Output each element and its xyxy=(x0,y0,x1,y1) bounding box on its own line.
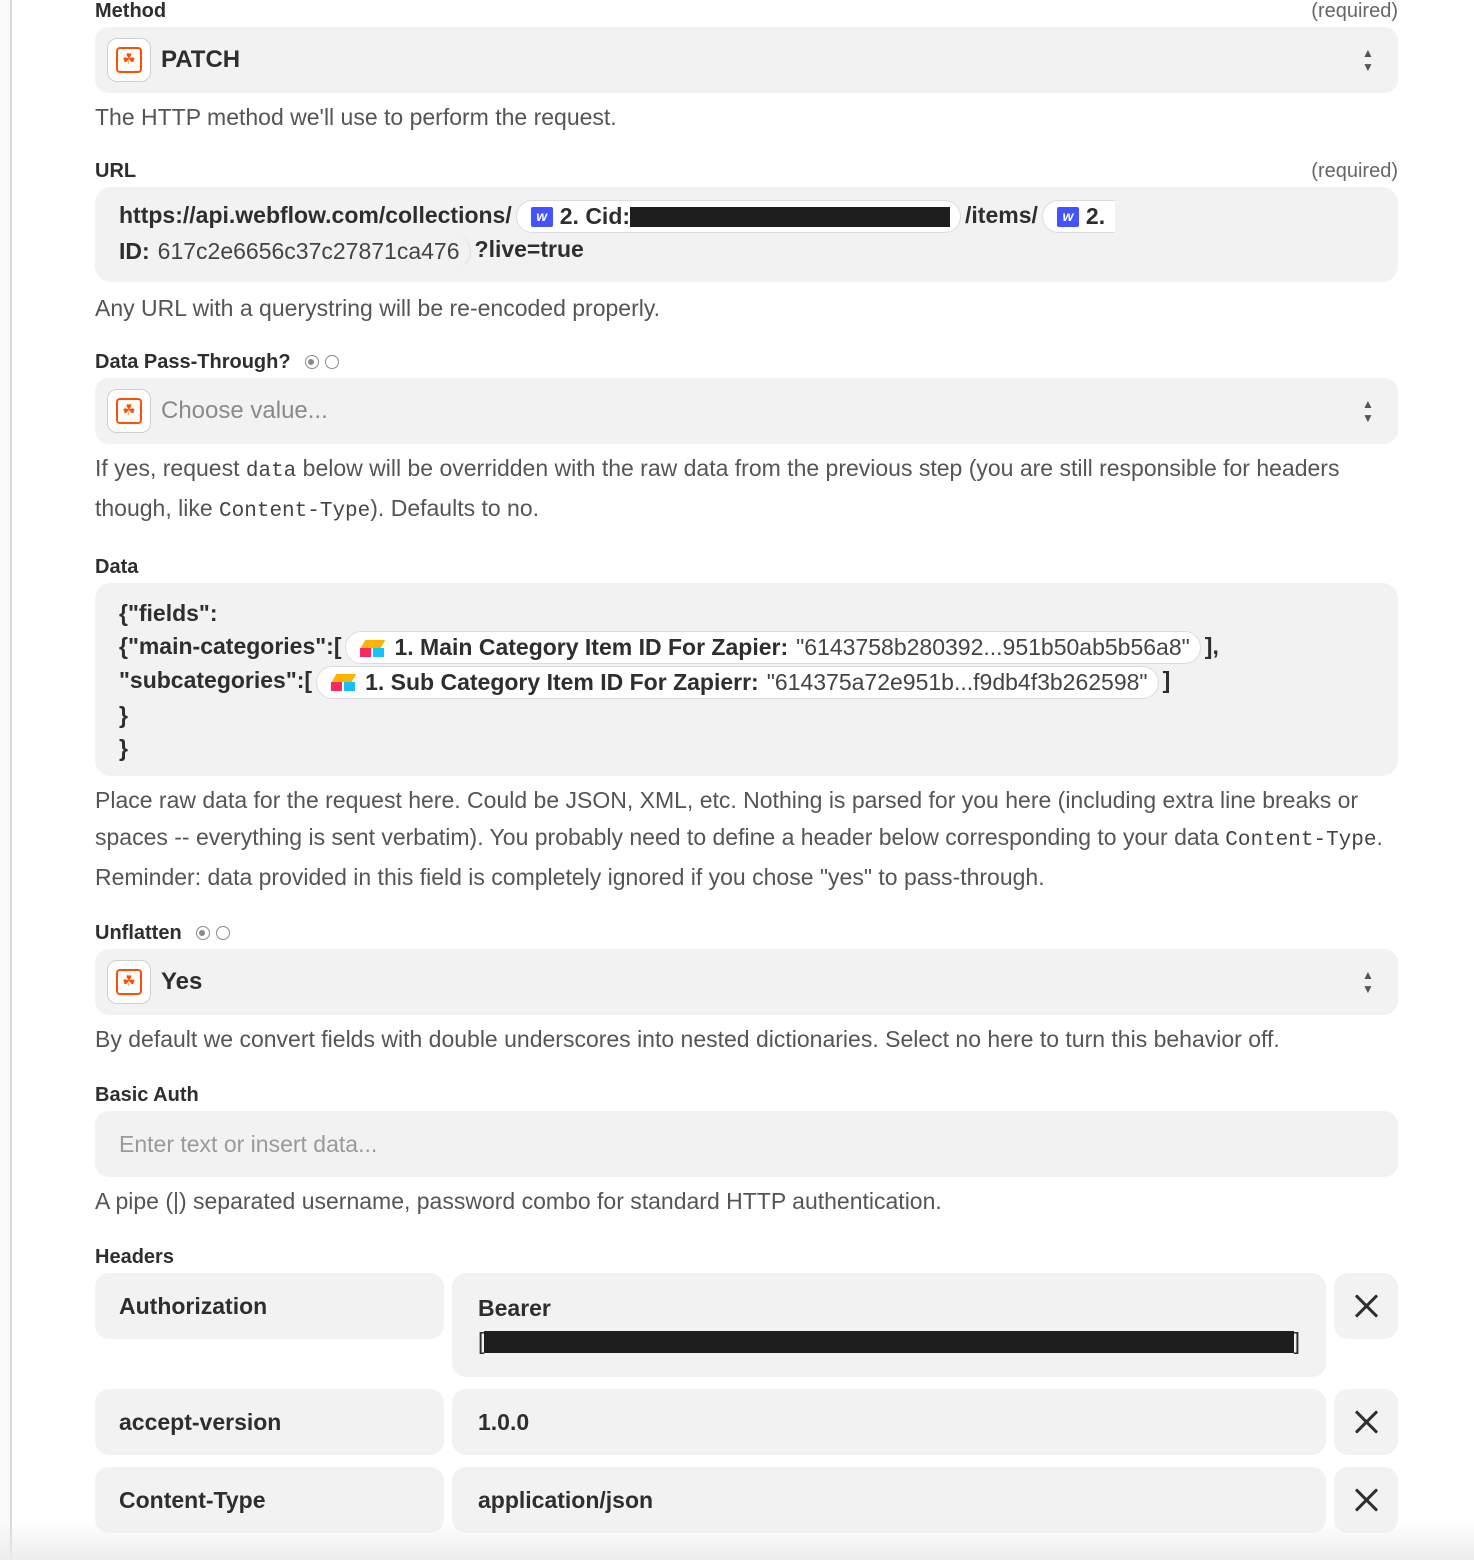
header-value-input[interactable] xyxy=(452,1389,1326,1455)
radio-selected-icon[interactable] xyxy=(196,926,210,940)
data-label: Data xyxy=(95,555,139,578)
redacted-block xyxy=(484,1331,1293,1353)
header-key-input[interactable]: accept-version xyxy=(95,1389,444,1455)
header-key-input[interactable]: Authorization xyxy=(95,1273,444,1339)
radio-selected-icon[interactable] xyxy=(305,355,319,369)
url-middle: /items/ xyxy=(965,202,1038,228)
header-row-content-type xyxy=(95,1467,1398,1533)
method-help: The HTTP method we'll use to perform the request. xyxy=(95,104,617,130)
data-line-1: {"fields": xyxy=(119,600,218,626)
data-line-3-prefix: "subcategories":[ xyxy=(119,667,313,694)
sub-category-pill-value: "614375a72e951b...f9db4f3b262598" xyxy=(766,668,1148,695)
unflatten-label-row xyxy=(95,922,1398,944)
basic-auth-help: A pipe (|) separated username, password combo for standard HTTP authentication. xyxy=(95,1188,942,1214)
method-label: Method xyxy=(95,0,167,22)
remove-header-button[interactable] xyxy=(1334,1389,1398,1455)
main-category-pill[interactable] xyxy=(345,631,1200,664)
header-value-text: application/json xyxy=(478,1486,654,1513)
passthrough-select[interactable] xyxy=(95,378,1398,444)
sub-category-pill-label: 1. Sub Category Item ID For Zapierr: xyxy=(365,668,759,695)
data-help-2: . Reminder: data provided in this field is completely ignored if you chose "yes" to pass-through. xyxy=(95,824,1383,890)
id-pill-label: 2. xyxy=(1085,203,1106,230)
url-suffix: ?live=true xyxy=(474,236,584,263)
header-value-text: 1.0.0 xyxy=(478,1408,530,1435)
data-help-code: Content-Type xyxy=(1225,829,1377,852)
data-line-5: } xyxy=(119,734,128,761)
close-icon xyxy=(1353,1409,1379,1435)
remove-header-button[interactable] xyxy=(1334,1273,1398,1339)
unflatten-help: By default we convert fields with double underscores into nested dictionaries. Select no here to turn this behavior off. xyxy=(95,1026,1280,1052)
left-panel-border xyxy=(0,0,12,1560)
close-icon xyxy=(1353,1293,1379,1319)
data-input[interactable] xyxy=(95,583,1398,776)
bracket-open: [ xyxy=(478,1328,485,1354)
data-help-1: Place raw data for the request here. Could be JSON, XML, etc. Nothing is parsed for you here (including extra line breaks or spaces -- everything is sent verbatim). You probably need to define a header below corresponding to your data xyxy=(95,787,1359,850)
main-category-pill-label: 1. Main Category Item ID For Zapier: xyxy=(394,634,789,661)
bracket-close: ] xyxy=(1293,1328,1300,1354)
main-category-pill-value: "6143758b280392...951b50ab5b56a8" xyxy=(796,634,1190,661)
header-row-accept-version xyxy=(95,1389,1398,1455)
data-line-2-suffix: ], xyxy=(1204,633,1219,659)
header-value-input[interactable] xyxy=(452,1467,1326,1533)
basic-auth-label-row xyxy=(95,1084,1398,1106)
header-value-redacted-line xyxy=(478,1328,1300,1355)
headers-label: Headers xyxy=(95,1245,174,1268)
webflow-id-pill-cont[interactable] xyxy=(119,235,471,268)
zapier-webhooks-icon: ☘ xyxy=(107,960,151,1004)
data-line-3-suffix: ] xyxy=(1162,667,1171,694)
passthrough-label-text: Data Pass-Through? xyxy=(95,350,291,373)
basic-auth-label: Basic Auth xyxy=(95,1083,199,1106)
webflow-icon: w xyxy=(531,207,553,227)
redacted-block xyxy=(630,207,950,227)
airtable-icon xyxy=(360,638,386,658)
url-help: Any URL with a querystring will be re-encoded properly. xyxy=(95,295,661,321)
webflow-icon: w xyxy=(1057,207,1079,227)
unflatten-label-text: Unflatten xyxy=(95,921,182,944)
sort-arrows-icon: ▲ ▼ xyxy=(1362,397,1374,425)
method-select[interactable] xyxy=(95,27,1398,93)
method-value: PATCH xyxy=(161,46,241,73)
passthrough-toggle[interactable] xyxy=(305,355,339,369)
radio-unselected-icon[interactable] xyxy=(216,926,230,940)
zapier-webhooks-icon: ☘ xyxy=(107,389,151,433)
sort-arrows-icon: ▲ ▼ xyxy=(1362,46,1374,74)
data-label-row xyxy=(95,556,1398,578)
url-input[interactable] xyxy=(95,187,1398,282)
data-line-2 xyxy=(119,630,1374,664)
airtable-icon xyxy=(331,672,357,692)
url-required: (required) xyxy=(1311,159,1398,182)
webhook-form xyxy=(95,0,1398,1533)
webflow-cid-pill[interactable] xyxy=(516,200,961,233)
id-label: ID: xyxy=(119,237,150,264)
method-required: (required) xyxy=(1311,0,1398,22)
passthrough-label-row xyxy=(95,351,1398,373)
data-line-2-prefix: {"main-categories":[ xyxy=(119,633,342,659)
id-value: 617c2e6656c37c27871ca476 xyxy=(157,237,460,264)
remove-header-button[interactable] xyxy=(1334,1467,1398,1533)
basic-auth-input[interactable]: Enter text or insert data... xyxy=(95,1111,1398,1177)
unflatten-toggle[interactable] xyxy=(196,926,230,940)
data-line-4: } xyxy=(119,701,128,728)
header-key-input[interactable]: Content-Type xyxy=(95,1467,444,1533)
url-prefix: https://api.webflow.com/collections/ xyxy=(119,202,512,228)
header-value-text: Bearer xyxy=(478,1295,551,1321)
headers-label-row xyxy=(95,1246,1398,1268)
passthrough-help-code-1: data xyxy=(245,460,297,483)
passthrough-label xyxy=(95,351,339,374)
data-line-3 xyxy=(119,664,1374,698)
cid-pill-label: 2. Cid: xyxy=(559,203,631,230)
sort-arrows-icon: ▲ ▼ xyxy=(1362,968,1374,996)
method-label-row xyxy=(95,0,1398,22)
url-label-row xyxy=(95,160,1398,182)
passthrough-help xyxy=(95,450,1398,530)
passthrough-help-2: below will be overridden with the raw data from the previous step (you are still responsible for headers though, like xyxy=(95,455,1340,521)
passthrough-placeholder: Choose value... xyxy=(161,397,328,424)
passthrough-help-code-2: Content-Type xyxy=(219,500,371,523)
zapier-webhooks-icon: ☘ xyxy=(107,38,151,82)
header-value-input[interactable] xyxy=(452,1273,1326,1377)
header-row-authorization xyxy=(95,1273,1398,1377)
unflatten-label xyxy=(95,922,230,945)
passthrough-help-1: If yes, request xyxy=(95,455,246,481)
url-label: URL xyxy=(95,159,137,182)
unflatten-value: Yes xyxy=(161,968,203,995)
sub-category-pill[interactable] xyxy=(316,666,1159,699)
data-help xyxy=(95,782,1398,896)
unflatten-select[interactable] xyxy=(95,949,1398,1015)
webflow-id-pill[interactable] xyxy=(1042,200,1115,233)
passthrough-help-3: ). Defaults to no. xyxy=(370,495,540,521)
close-icon xyxy=(1353,1487,1379,1513)
radio-unselected-icon[interactable] xyxy=(325,355,339,369)
